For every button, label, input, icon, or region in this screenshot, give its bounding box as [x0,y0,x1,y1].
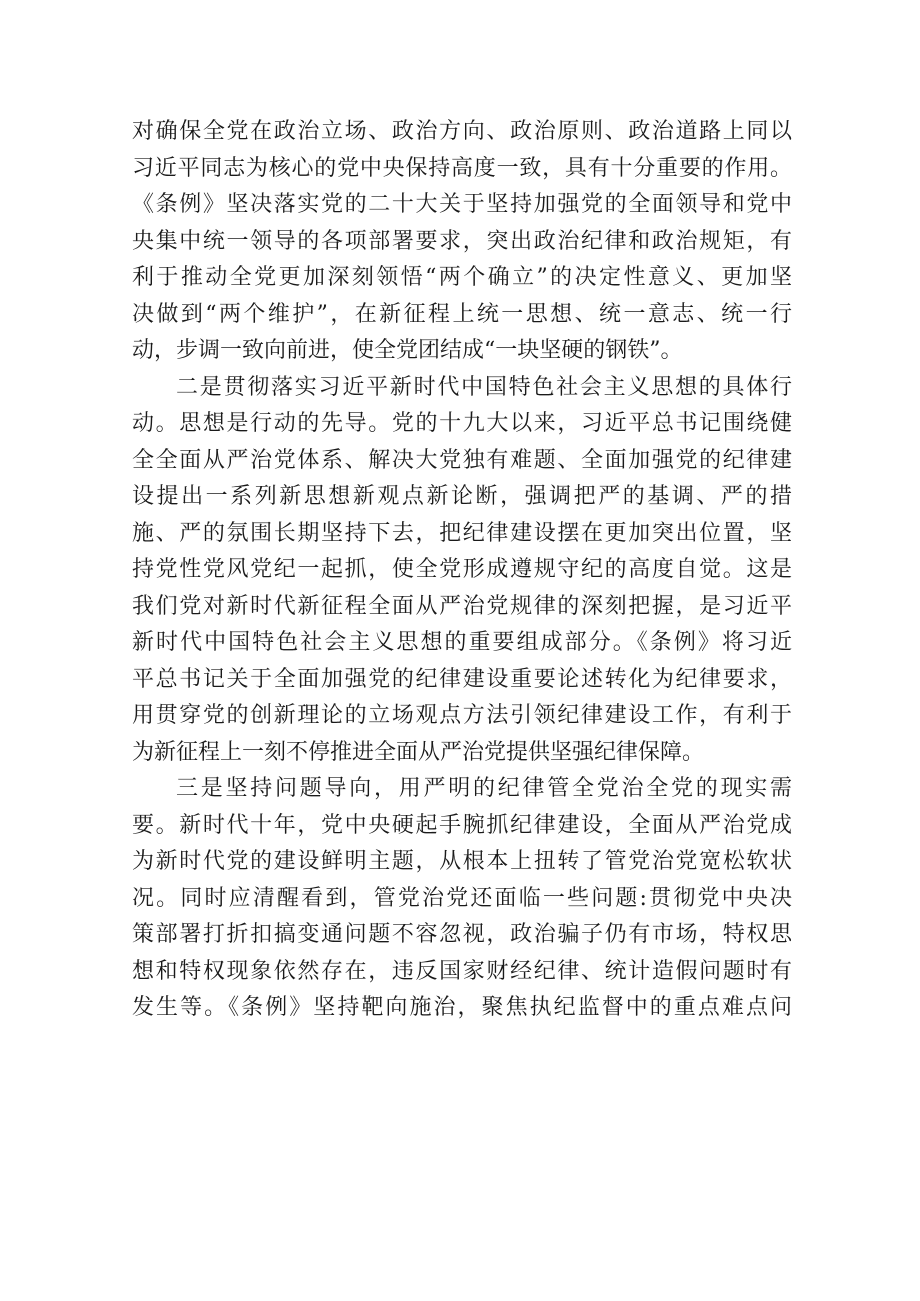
text-line: 《条例》坚决落实党的二十大关于坚持加强党的全面领导和党中 [132,192,792,217]
text-line: 为新时代党的建设鲜明主题，从根本上扭转了管党治党宽松软状 [132,849,792,874]
text-line: 发生等。《条例》坚持靶向施治，聚焦执纪监督中的重点难点问 [132,995,792,1020]
text-line: 新时代中国特色社会主义思想的重要组成部分。《条例》将习近 [132,630,792,655]
text-line: 对确保全党在政治立场、政治方向、政治原则、政治道路上同以 [132,119,792,144]
text-line: 要。新时代十年，党中央硬起手腕抓纪律建设，全面从严治党成 [132,812,792,838]
text-line: 为新征程上一刻不停推进全面从严治党提供坚强纪律保障。 [132,739,705,765]
text-line: 决做到“两个维护”，在新征程上统一思想、统一意志、统一行 [132,301,792,327]
text-line: 策部署打折扣搞变通问题不容忽视，政治骗子仍有市场，特权思 [132,922,792,947]
paragraph-first-line: 三是坚持问题导向，用严明的纪律管全党治全党的现实需 [176,776,792,801]
document-body [132,114,792,1027]
text-line: 央集中统一领导的各项部署要求，突出政治纪律和政治规矩，有 [132,228,792,254]
text-line: 我们党对新时代新征程全面从严治党规律的深刻把握，是习近平 [132,593,792,619]
text-line: 动，步调一致向前进，使全党团结成“一块坚硬的钢铁”。 [132,338,683,363]
text-line: 况。同时应清醒看到，管党治党还面临一些问题:贯彻党中央决 [132,885,792,911]
text-line: 持党性党风党纪一起抓，使全党形成遵规守纪的高度自觉。这是 [132,557,792,582]
text-line: 设提出一系列新思想新观点新论断，强调把严的基调、严的措 [132,484,792,509]
text-line: 利于推动全党更加深刻领悟“两个确立”的决定性意义、更加坚 [132,265,792,290]
text-line: 平总书记关于全面加强党的纪律建设重要论述转化为纪律要求， [132,666,792,692]
text-line: 全全面从严治党体系、解决大党独有难题、全面加强党的纪律建 [132,447,792,473]
text-line: 习近平同志为核心的党中央保持高度一致，具有十分重要的作用。 [132,155,792,181]
text-line: 想和特权现象依然存在，违反国家财经纪律、统计造假问题时有 [132,958,792,984]
text-line: 施、严的氛围长期坚持下去，把纪律建设摆在更加突出位置，坚 [132,520,792,546]
text-line: 动。思想是行动的先导。党的十九大以来，习近平总书记围绕健 [132,411,792,436]
paragraph-first-line: 二是贯彻落实习近平新时代中国特色社会主义思想的具体行 [176,374,792,400]
text-line: 用贯穿党的创新理论的立场观点方法引领纪律建设工作，有利于 [132,703,792,728]
